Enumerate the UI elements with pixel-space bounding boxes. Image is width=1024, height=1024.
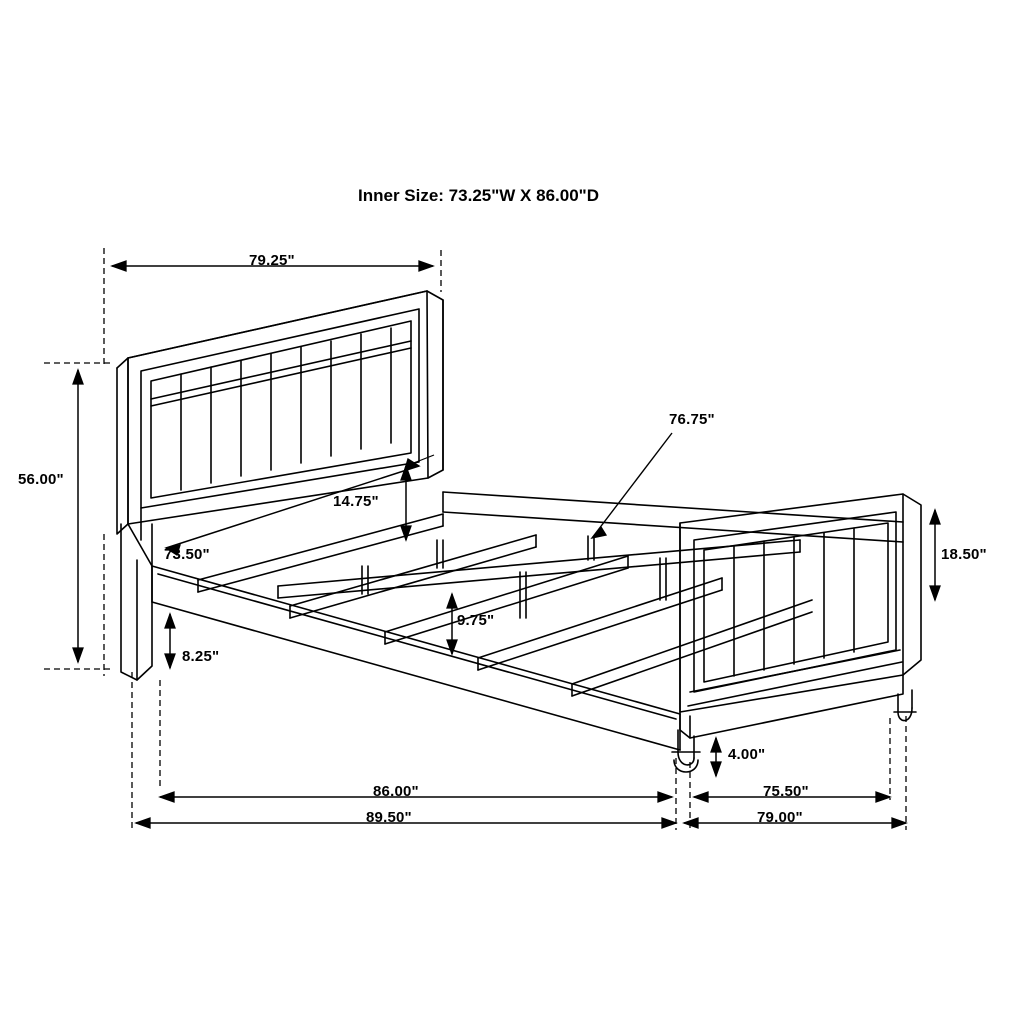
dim-rail-height: 8.25" [182, 648, 220, 665]
dim-footboard-height: 18.50" [941, 546, 987, 563]
dim-slat-height: 9.75" [457, 612, 495, 629]
dim-headboard-width: 79.25" [249, 252, 295, 269]
dim-footboard-inner-width: 75.50" [763, 783, 809, 800]
dim-foot-clearance: 4.00" [728, 746, 766, 763]
dim-inner-depth: 86.00" [373, 783, 419, 800]
dim-overall-depth: 89.50" [366, 809, 412, 826]
dim-headboard-height: 56.00" [18, 471, 64, 488]
dim-rail-to-headboard-top: 14.75" [333, 493, 379, 510]
dim-footboard-outer-width: 79.00" [757, 809, 803, 826]
diagram-title: Inner Size: 73.25"W X 86.00"D [358, 186, 599, 205]
dim-center-support-length: 76.75" [669, 411, 715, 428]
dim-headboard-panel-width: 73.50" [164, 546, 210, 563]
